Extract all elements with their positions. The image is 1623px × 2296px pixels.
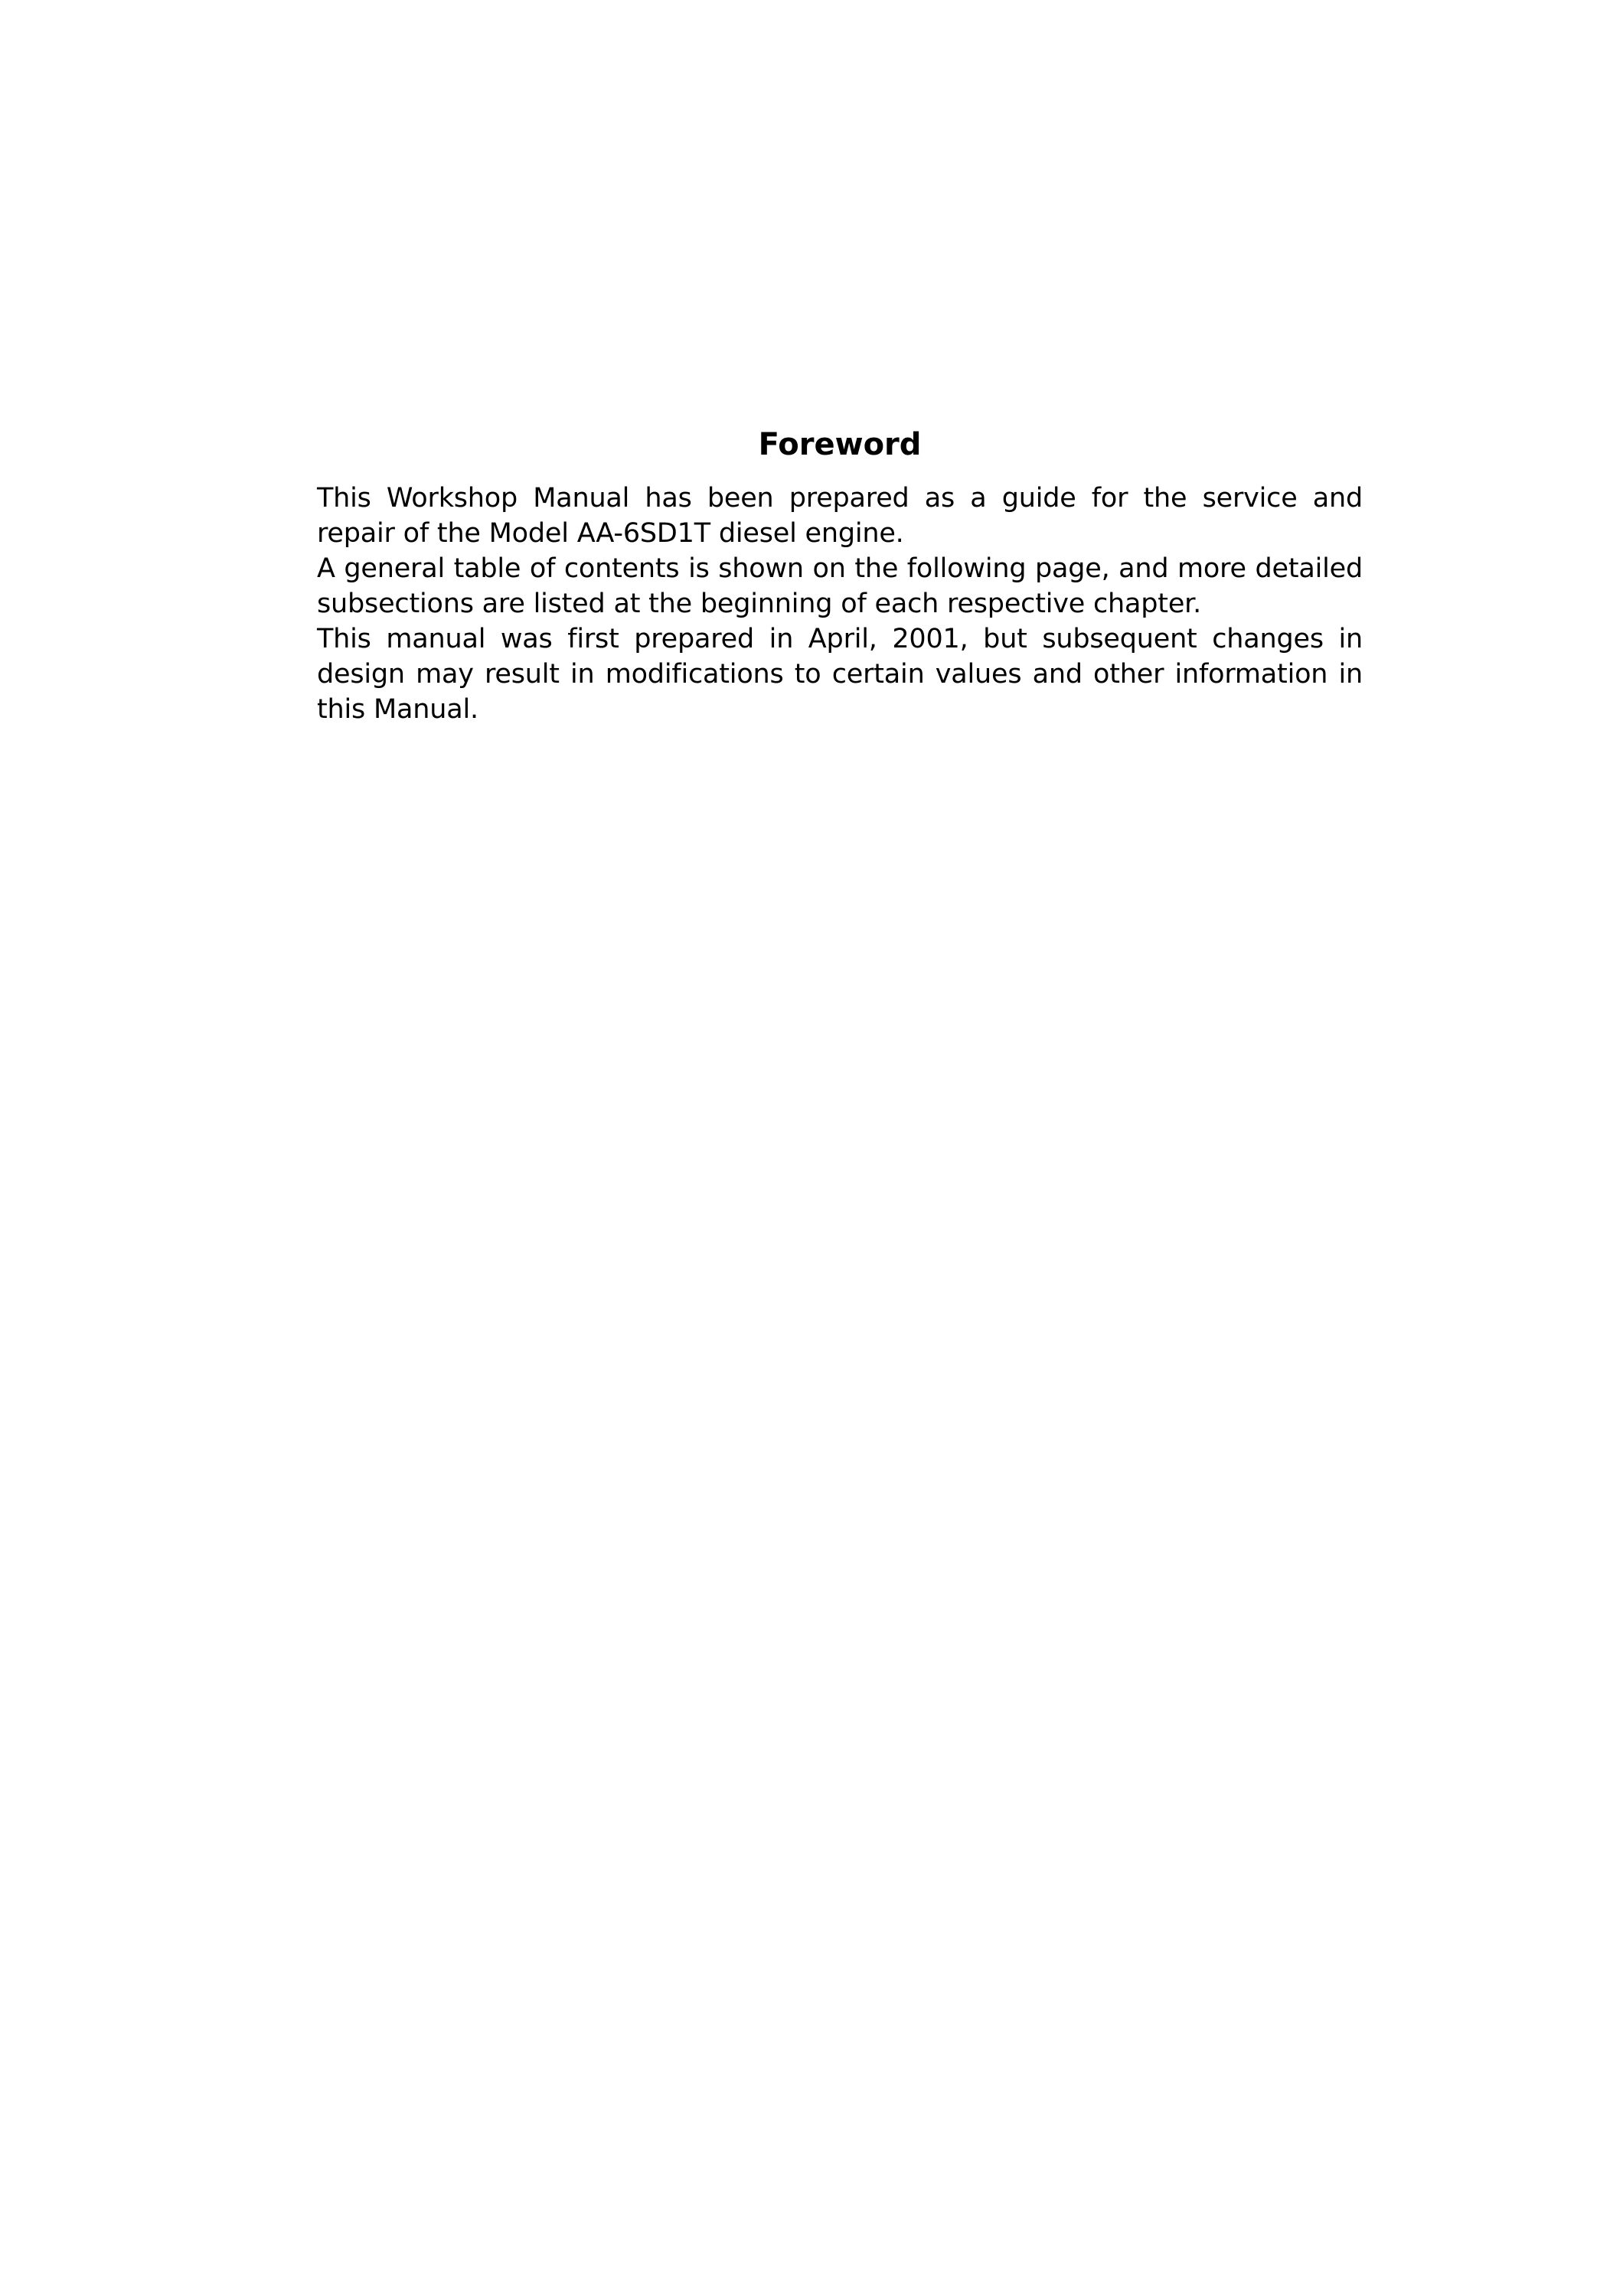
- page-title: Foreword: [758, 427, 922, 462]
- paragraph-revision: This manual was first prepared in April, 2001, but subsequent changes in design may result in modifications to certain values and other information in this Manual.: [317, 624, 1363, 725]
- foreword-section: [317, 426, 1363, 727]
- paragraph-contents: A general table of contents is shown on the following page, and more detailed subsections are listed at the beginning of each respective chapter.: [317, 553, 1363, 619]
- paragraph-purpose: This Workshop Manual has been prepared as a guide for the service and repair of the Model AA-6SD1T diesel engine.: [317, 483, 1363, 549]
